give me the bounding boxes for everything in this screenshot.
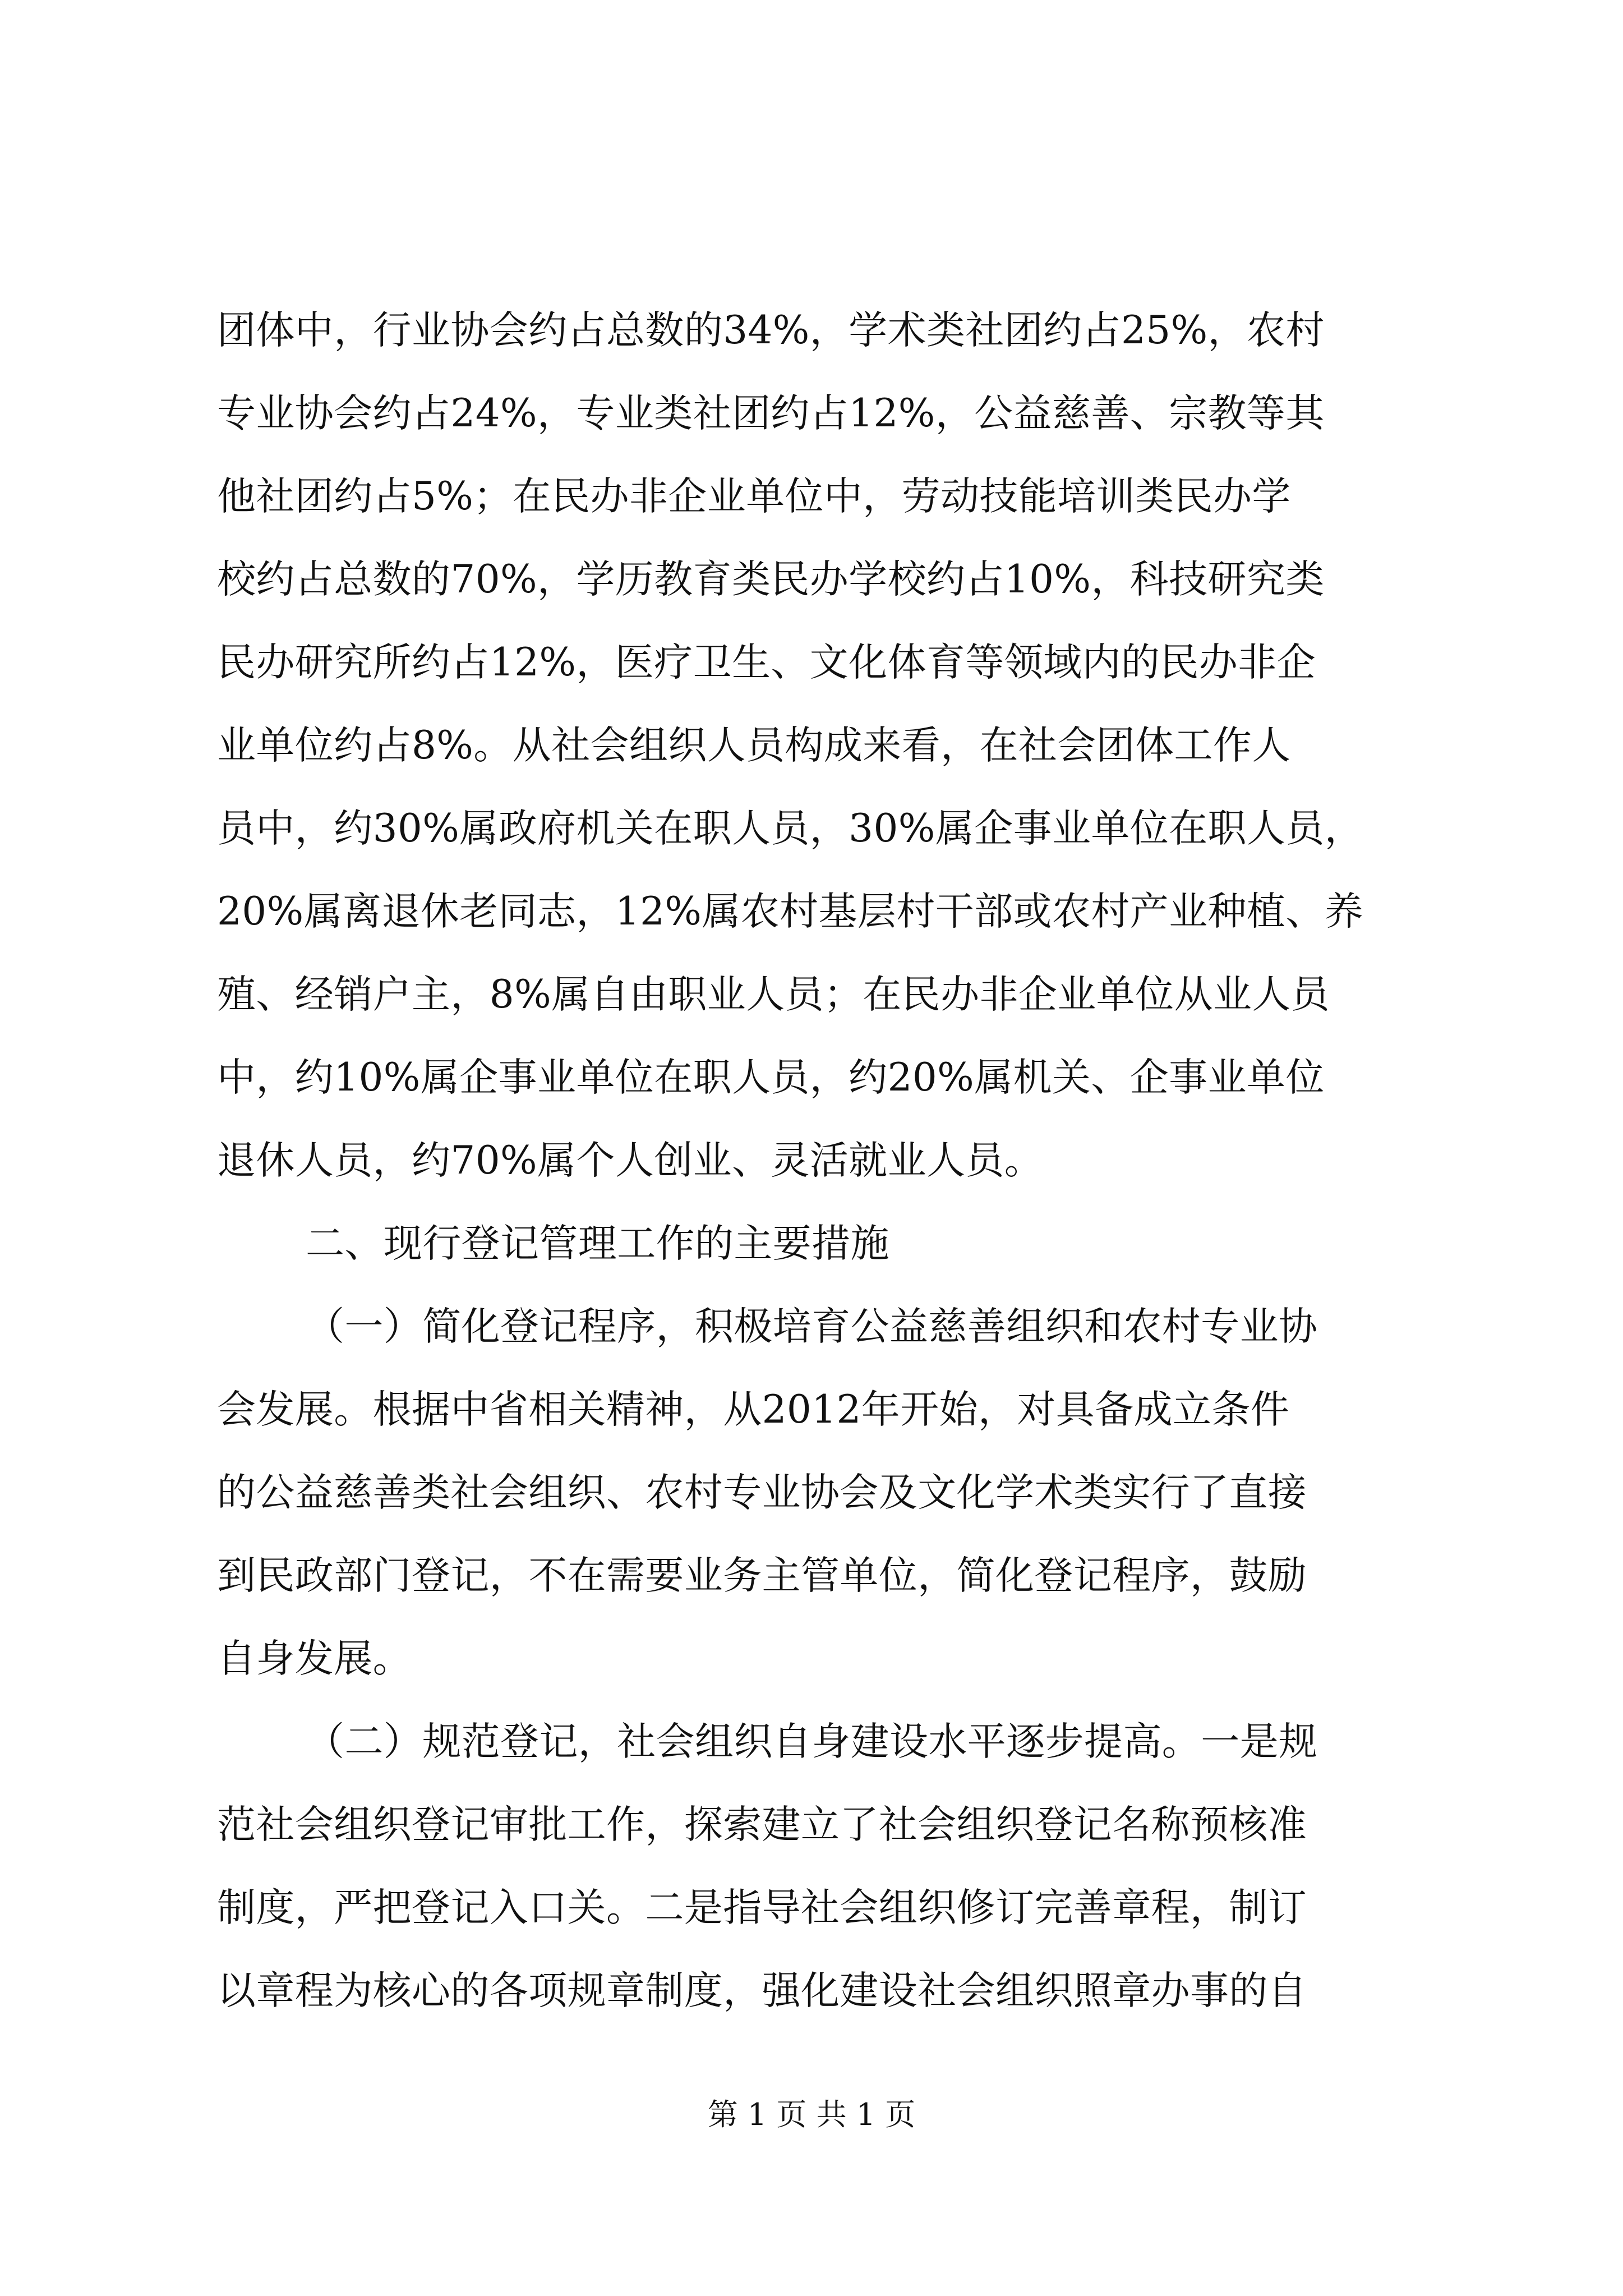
paragraph-line: 民办研究所约占12%，医疗卫生、文化体育等领域内的民办非企 bbox=[217, 640, 1316, 685]
paragraph-line: 专业协会约占24%，专业类社团约占12%，公益慈善、宗教等其 bbox=[217, 391, 1325, 436]
page-footer: 第 1 页 共 1 页 bbox=[707, 2097, 916, 2132]
paragraph-line: 中，约10%属企事业单位在职人员，约20%属机关、企事业单位 bbox=[217, 1055, 1325, 1100]
paragraph-line: （一）简化登记程序，积极培育公益慈善组织和农村专业协 bbox=[306, 1304, 1318, 1349]
paragraph-line: 校约占总数的70%，学历教育类民办学校约占10%，科技研究类 bbox=[217, 557, 1325, 602]
paragraph-line: 退休人员，约70%属个人创业、灵活就业人员。 bbox=[217, 1138, 1044, 1183]
paragraph-line: 业单位约占8%。从社会组织人员构成来看，在社会团体工作人 bbox=[217, 723, 1291, 768]
paragraph-line: 的公益慈善类社会组织、农村专业协会及文化学术类实行了直接 bbox=[217, 1470, 1307, 1515]
section-heading: 二、现行登记管理工作的主要措施 bbox=[306, 1221, 889, 1266]
paragraph-line: 以章程为核心的各项规章制度，强化建设社会组织照章办事的自 bbox=[217, 1968, 1307, 2013]
paragraph-line: 员中，约30%属政府机关在职人员，30%属企事业单位在职人员， bbox=[217, 806, 1364, 851]
paragraph-line: 范社会组织登记审批工作，探索建立了社会组织登记名称预核准 bbox=[217, 1802, 1307, 1847]
paragraph-line: 会发展。根据中省相关精神，从2012年开始，对具备成立条件 bbox=[217, 1387, 1290, 1432]
paragraph-line: 20%属离退休老同志，12%属农村基层村干部或农村产业种植、养 bbox=[217, 889, 1364, 934]
paragraph-line: 到民政部门登记，不在需要业务主管单位，简化登记程序，鼓励 bbox=[217, 1553, 1307, 1598]
paragraph-line: 他社团约占5%；在民办非企业单位中，劳动技能培训类民办学 bbox=[217, 474, 1291, 519]
paragraph-line: （二）规范登记，社会组织自身建设水平逐步提高。一是规 bbox=[306, 1719, 1318, 1764]
paragraph-line: 自身发展。 bbox=[217, 1636, 412, 1681]
paragraph-line: 殖、经销户主，8%属自由职业人员；在民办非企业单位从业人员 bbox=[217, 972, 1330, 1017]
paragraph-line: 制度，严把登记入口关。二是指导社会组织修订完善章程，制订 bbox=[217, 1885, 1307, 1930]
paragraph-line: 团体中，行业协会约占总数的34%，学术类社团约占25%，农村 bbox=[217, 308, 1325, 353]
